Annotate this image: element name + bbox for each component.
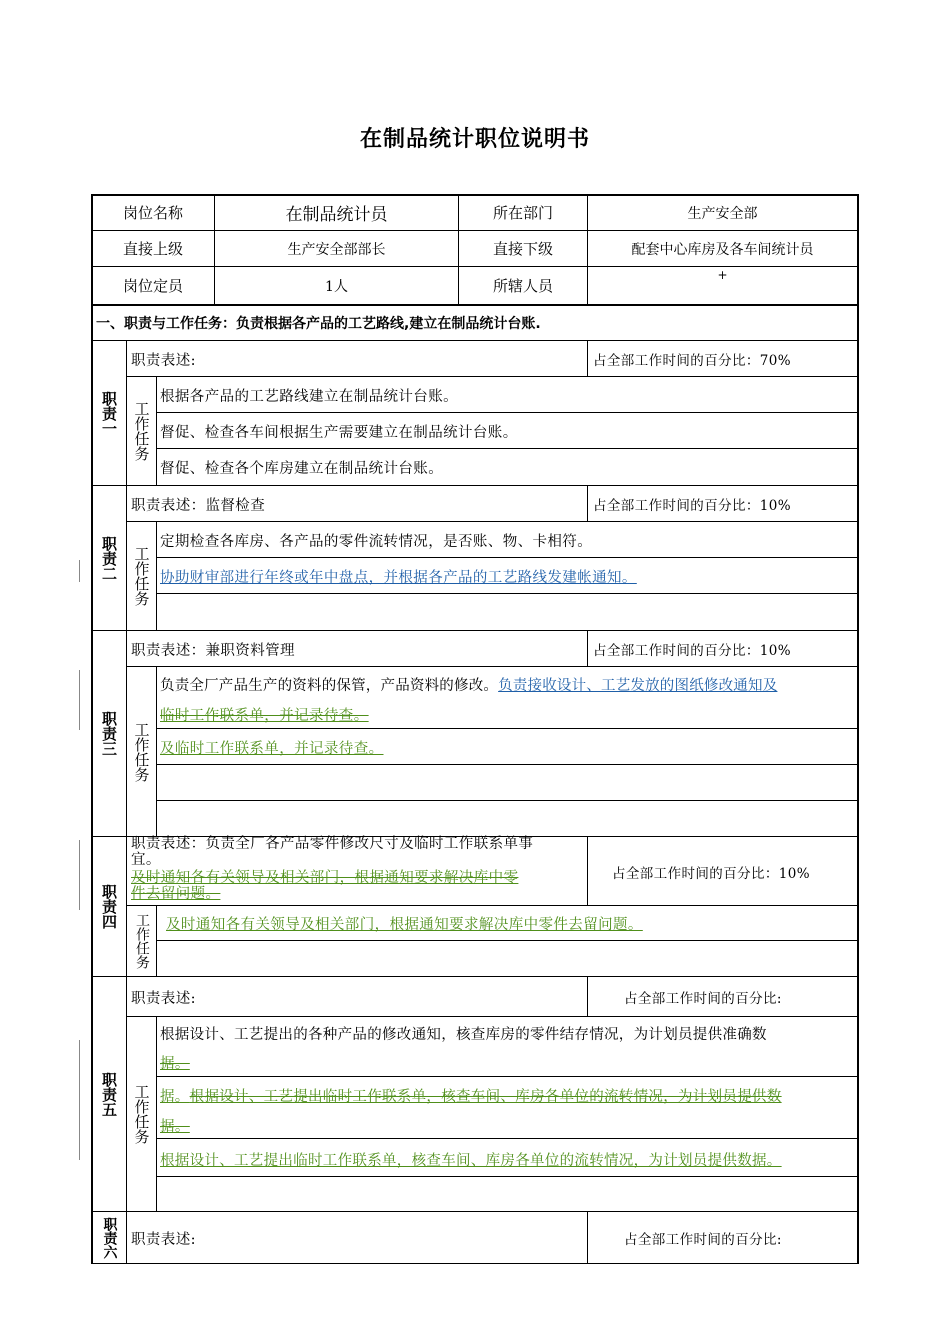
duty-4-desc-deleted-2: 件去留问题。 bbox=[131, 886, 221, 902]
superior-label: 直接上级 bbox=[122, 240, 183, 258]
duty-3-task-1-plain: 负责全厂产品生产的资料的保管，产品资料的修改。 bbox=[160, 678, 499, 694]
duty-4-task-label: 工作任务 bbox=[134, 913, 150, 969]
duty-3-task-1 bbox=[160, 674, 777, 695]
duty-4-task-1: 及时通知各有关领导及相关部门，根据通知要求解决库中零件去留问题。 bbox=[166, 917, 643, 933]
duty-1-desc: 职责表述: bbox=[131, 353, 196, 369]
duty-5-task-1-line1: 根据设计、工艺提出的各种产品的修改通知，核查库房的零件结存情况，为计划员提供准确数 bbox=[160, 1027, 767, 1043]
duty-1-task-3: 督促、检查各个库房建立在制品统计台账。 bbox=[160, 461, 444, 477]
duty-1-task-2: 督促、检查各车间根据生产需要建立在制品统计台账。 bbox=[160, 425, 518, 441]
duty-4-desc-line2: 宜。 bbox=[131, 852, 161, 868]
post-name-value: 在制品统计员 bbox=[285, 205, 388, 225]
duty-3-percent: 占全部工作时间的百分比：10% bbox=[593, 643, 792, 659]
duty-6-desc: 职责表述: bbox=[131, 1232, 196, 1248]
post-name-label: 岗位名称 bbox=[122, 204, 183, 222]
page-title: 在制品统计职位说明书 bbox=[359, 127, 590, 152]
subordinate-label: 直接下级 bbox=[492, 240, 553, 258]
duty-3-task-2: 及临时工作联系单，并记录待查。 bbox=[160, 741, 384, 757]
staff-value: + bbox=[717, 268, 728, 282]
duty-1-label: 职责一 bbox=[100, 390, 118, 436]
dept-label: 所在部门 bbox=[492, 204, 553, 222]
duty-4-desc-line1: 职责表述：负责全厂各产品零件修改尺寸及临时工作联系单事 bbox=[131, 836, 534, 852]
revision-mark bbox=[79, 1040, 80, 1160]
duty-6-percent: 占全部工作时间的百分比: bbox=[624, 1232, 782, 1248]
duty-3-task-1-deleted: 临时工作联系单，并记录待查。 bbox=[160, 708, 369, 724]
duty-5-task-1-inserted-head: 据。 bbox=[160, 1089, 190, 1105]
revision-mark bbox=[79, 670, 80, 730]
quota-label: 岗位定员 bbox=[122, 277, 183, 295]
duty-5-task-1-deleted-line3: 据。 bbox=[160, 1119, 190, 1135]
duty-5-task-1-line2 bbox=[160, 1085, 782, 1106]
duty-2-task-2: 协助财审部进行年终或年中盘点，并根据各产品的工艺路线发建帐通知。 bbox=[160, 570, 637, 586]
duty-5-label: 职责五 bbox=[100, 1071, 118, 1117]
quota-value: 1人 bbox=[325, 278, 348, 295]
revision-mark bbox=[79, 560, 80, 582]
duty-3-label: 职责三 bbox=[100, 711, 118, 756]
duty-6-label: 职责六 bbox=[101, 1216, 118, 1259]
duty-5-task-1-deleted-tail: 据。 bbox=[160, 1056, 190, 1072]
superior-value: 生产安全部部长 bbox=[287, 241, 386, 258]
duty-5-task-2: 根据设计、工艺提出临时工作联系单，核查车间、库房各单位的流转情况，为计划员提供数据。 bbox=[160, 1153, 782, 1169]
duty-2-task-1: 定期检查各库房、各产品的零件流转情况，是否账、物、卡相符。 bbox=[160, 534, 593, 550]
duty-2-desc: 职责表述：监督检查 bbox=[131, 498, 266, 514]
duty-5-task-1-deleted-line2: 根据设计、工艺提出临时工作联系单，核查车间、库房各单位的流转情况，为计划员提供数 bbox=[189, 1089, 782, 1105]
duty-5-desc: 职责表述: bbox=[131, 991, 196, 1007]
duty-3-desc: 职责表述：兼职资料管理 bbox=[131, 643, 295, 659]
duty-2-label: 职责二 bbox=[100, 535, 118, 581]
subordinate-value: 配套中心库房及各车间统计员 bbox=[631, 241, 814, 258]
staff-label: 所辖人员 bbox=[492, 277, 553, 295]
duty-4-desc-deleted-1: 及时通知各有关领导及相关部门，根据通知要求解决库中零 bbox=[131, 870, 519, 886]
duty-1-task-label: 工作任务 bbox=[132, 401, 151, 461]
dept-value: 生产安全部 bbox=[687, 205, 758, 222]
duty-5-percent: 占全部工作时间的百分比: bbox=[624, 991, 782, 1007]
duty-3-task-label: 工作任务 bbox=[132, 721, 151, 782]
duty-4-percent: 占全部工作时间的百分比：10% bbox=[612, 866, 811, 882]
duty-1-task-1: 根据各产品的工艺路线建立在制品统计台账。 bbox=[160, 389, 458, 405]
section-heading: 一、职责与工作任务：负责根据各产品的工艺路线,建立在制品统计台账. bbox=[96, 315, 541, 332]
duty-1-percent: 占全部工作时间的百分比：70% bbox=[593, 353, 792, 369]
duty-2-percent: 占全部工作时间的百分比：10% bbox=[593, 498, 792, 514]
duty-2-task-label: 工作任务 bbox=[132, 546, 151, 606]
duty-4-label: 职责四 bbox=[100, 884, 118, 929]
duty-3-task-1-inserted: 负责接收设计、工艺发放的图纸修改通知及 bbox=[498, 678, 778, 694]
revision-mark bbox=[79, 840, 80, 910]
duty-5-task-label: 工作任务 bbox=[132, 1084, 151, 1144]
